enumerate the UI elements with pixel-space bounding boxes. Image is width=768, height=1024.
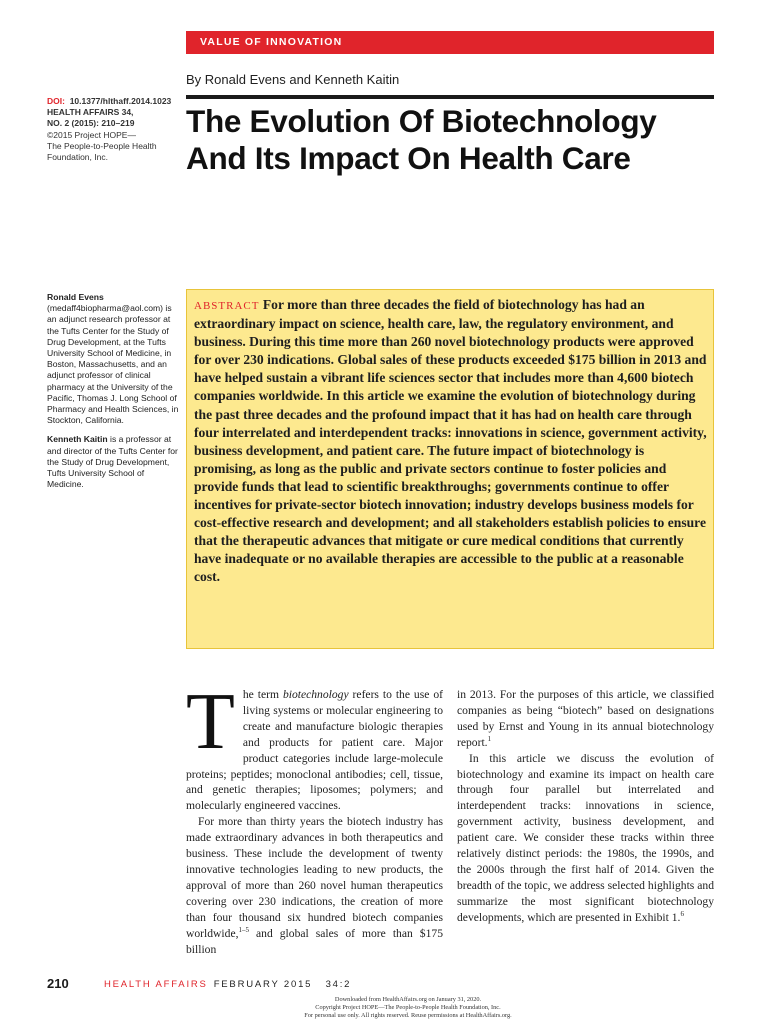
doi-label: DOI: — [47, 96, 65, 106]
journal-citation-2: NO. 2 (2015): 210–219 — [47, 118, 135, 129]
download-line-1: Downloaded from HealthAffairs.org on January 31, 2020. — [334, 996, 482, 1003]
copyright-3: Foundation, Inc. — [47, 152, 108, 163]
title-rule — [186, 95, 714, 99]
footer-journal-name: HEALTH AFFAIRS — [104, 979, 208, 990]
author-bio-evens — [47, 292, 179, 426]
author-bios — [47, 292, 179, 498]
paragraph-1-text-b: refers to the use of living systems or molecular engineering to create and manufacture biologic therapies and products for patient care. Major product categories include large-molecule proteins; peptides; monoclonal antibodies; cell, tissue, and genetic therapies; liposomes; polymers; and molecularly engineered vaccines. — [186, 688, 443, 813]
download-notice — [290, 996, 526, 1020]
article-meta — [47, 96, 177, 163]
author-bio-kaitin-text: is a professor at and director of the Tufts Center for the Study of Drug Development, Tufts University School of Medicine. — [47, 434, 178, 490]
download-line-3: For personal use only. All rights reserved. Reuse permissions at HealthAffairs.org. — [304, 1012, 512, 1019]
copyright-2: The People-to-People Health — [47, 140, 157, 151]
abstract-text: For more than three decades the field of biotechnology has had an extraordinary impact on science, health care, law, the regulatory environment, and business. During this time more than 260 novel biotechnology products were approved for over 230 indications. Global sales of these products exceeded $175 billion in 2013 and have helped sustain a vibrant life sciences sector that includes more than 4,600 biotech companies worldwide. In this article we examine the evolution of biotechnology during the past three decades and the profound impact that it has had on health care through four interrelated and interdependent tracks: innovations in science, government activity, business development, and patient care. The future impact of biotechnology is promising, as long as the public and private sectors continue to foster policies and provide funds that lead to scientific breakthroughs; governments continue to offer incentives for private-sector biotech innovation; industry develops business models for cost-effective research and development; and all stakeholders establish policies to ensure that the therapeutic advances that mitigate or cure medical conditions that currently have inadequate or no available therapies are accessible to the public at a reasonable cost. — [194, 297, 707, 585]
doi-link[interactable]: 10.1377/hlthaff.2014.1023 — [69, 96, 172, 106]
title-line-1: The Evolution Of Biotechnology — [186, 103, 657, 139]
footnote-ref[interactable]: 6 — [680, 909, 684, 918]
section-banner: VALUE OF INNOVATION — [186, 31, 714, 54]
body-column-1 — [186, 678, 443, 957]
footer-issue: FEBRUARY 2015 34:2 — [213, 979, 352, 990]
download-line-2: Copyright Project HOPE—The People-to-People Health Foundation, Inc. — [315, 1004, 501, 1011]
paragraph-3 — [457, 687, 714, 751]
title-line-2: And Its Impact On Health Care — [186, 140, 631, 176]
page-number: 210 — [47, 976, 69, 991]
author-bio-kaitin — [47, 434, 179, 490]
author-name-evens: Ronald Evens — [47, 292, 104, 302]
running-footer — [104, 979, 351, 990]
paragraph-2-text-b: and global sales of more than $175 billion — [186, 926, 443, 956]
paragraph-3-text: in 2013. For the purposes of this article, we classified companies as being “biotech” based on designations used by Ernst and Young in its annual biotechnology report. — [457, 688, 714, 749]
author-bio-evens-text: (medaff4biopharma@aol.com) is an adjunct research professor at the Tufts Center for the Study of Drug Development, at the Tufts University School of Medicine, in Boston, Massachusetts, and an adjunct professor of clinical pharmacy at the University of the Pacific, Thomas J. Long School of Pharmacy and Health Sciences, in Stockton, California. — [47, 303, 179, 426]
paragraph-4-text: In this article we discuss the evolution of biotechnology and examine its impact on health care through four parallel but interrelated and interdependent tracks: innovations in science, government activity, business development, and patient care. We consider these tracks within three relatively distinct periods: the 1980s, the 1990s, and the 2000s through the first half of 2014. Given the breadth of the topic, we address selected highlights and summarize the most significant biotechnology developments, which are presented in Exhibit 1. — [457, 751, 714, 924]
footnote-ref[interactable]: 1–5 — [238, 925, 249, 934]
paragraph-1 — [186, 678, 443, 814]
paragraph-4 — [457, 751, 714, 926]
article-title — [186, 103, 716, 177]
body-column-2 — [457, 687, 714, 926]
paragraph-1-text-a: he term — [242, 688, 283, 701]
copyright-1: ©2015 Project HOPE— — [47, 129, 136, 140]
paragraph-2 — [186, 814, 443, 957]
abstract — [194, 296, 708, 587]
author-name-kaitin: Kenneth Kaitin — [47, 434, 108, 445]
paragraph-1-term: biotechnology — [282, 688, 349, 701]
paragraph-2-text-a: For more than thirty years the biotech industry has made extraordinary advances in both therapeutics and business. These include the development of twenty innovative technologies leading to new products, the approval of more than 260 novel human therapeutics covering over 230 indications, the creation of more than four thousand six hundred biotech companies worldwide, — [186, 815, 443, 940]
footnote-ref[interactable]: 1 — [487, 734, 492, 743]
drop-cap: T — [186, 678, 235, 766]
byline: By Ronald Evens and Kenneth Kaitin — [186, 72, 400, 87]
journal-citation-1: HEALTH AFFAIRS 34, — [47, 107, 134, 118]
abstract-label: ABSTRACT — [194, 300, 260, 312]
